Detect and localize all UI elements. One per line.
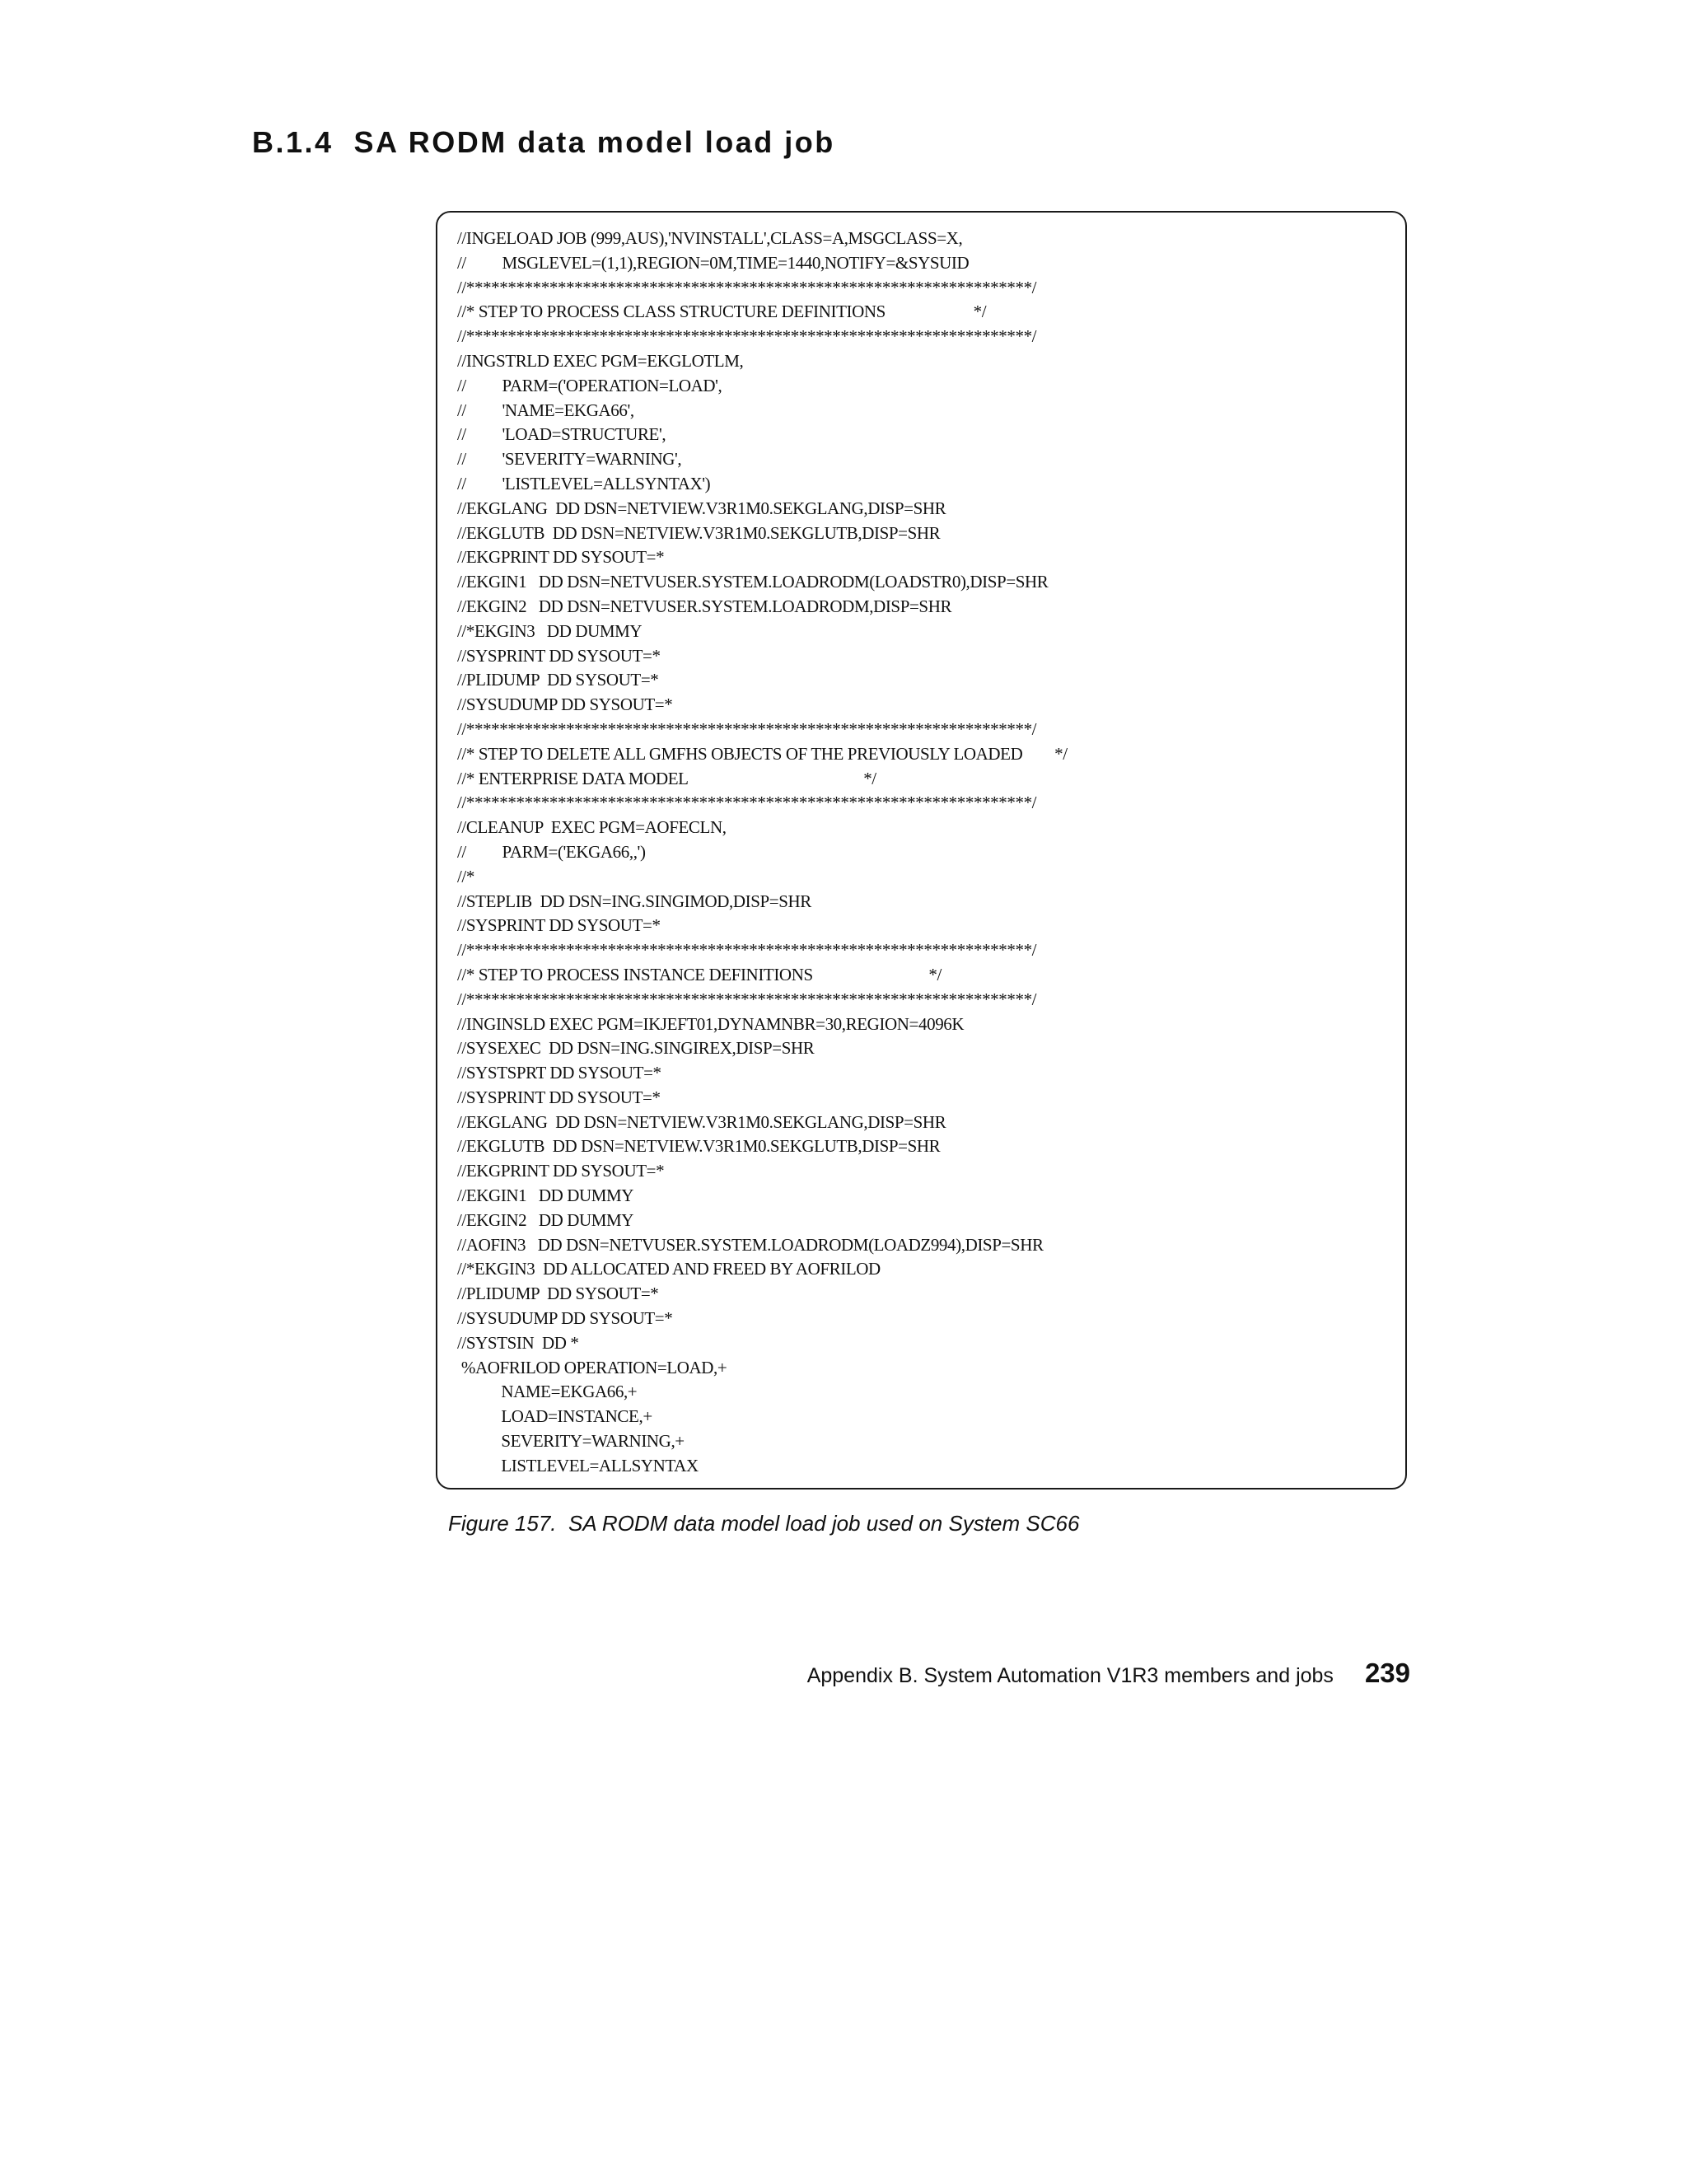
code-line: //* STEP TO PROCESS CLASS STRUCTURE DEFINITIONS */ xyxy=(457,302,987,322)
code-line: // MSGLEVEL=(1,1),REGION=0M,TIME=1440,NOTIFY=&SYSUID xyxy=(457,252,970,273)
code-line: //* STEP TO DELETE ALL GMFHS OBJECTS OF THE PREVIOUSLY LOADED */ xyxy=(457,743,1068,764)
footer-chapter-title: Appendix B. System Automation V1R3 members and jobs xyxy=(806,1664,1334,1687)
code-line: // PARM=('OPERATION=LOAD', xyxy=(457,375,722,395)
code-line: NAME=EKGA66,+ xyxy=(457,1382,638,1402)
code-line: //INGELOAD JOB (999,AUS),'NVINSTALL',CLASS=A,MSGCLASS=X, xyxy=(457,228,963,248)
code-line: //EKGLUTB DD DSN=NETVIEW.V3R1M0.SEKGLUTB,DISP=SHR xyxy=(457,522,941,543)
code-line: //SYSPRINT DD SYSOUT=* xyxy=(457,915,661,936)
code-line: //AOFIN3 DD DSN=NETVUSER.SYSTEM.LOADRODM(LOADZ994),DISP=SHR xyxy=(457,1234,1044,1255)
code-line: //EKGIN2 DD DSN=NETVUSER.SYSTEM.LOADRODM,DISP=SHR xyxy=(457,596,952,616)
code-line: //*EKGIN3 DD ALLOCATED AND FREED BY AOFRILOD xyxy=(457,1259,881,1279)
code-line: LISTLEVEL=ALLSYNTAX xyxy=(457,1455,699,1475)
code-line: SEVERITY=WARNING,+ xyxy=(457,1431,685,1452)
code-line: //********************************************************************/ xyxy=(457,718,1037,739)
code-line: //EKGIN2 DD DUMMY xyxy=(457,1209,634,1230)
code-line: //*EKGIN3 DD DUMMY xyxy=(457,620,643,641)
code-line: // 'LOAD=STRUCTURE', xyxy=(457,424,666,445)
code-line: %AOFRILOD OPERATION=LOAD,+ xyxy=(457,1357,727,1377)
code-line: //********************************************************************/ xyxy=(457,326,1037,347)
code-listing xyxy=(457,227,1068,1479)
code-line: //EKGIN1 DD DUMMY xyxy=(457,1186,634,1206)
code-line: // 'LISTLEVEL=ALLSYNTAX') xyxy=(457,473,711,493)
code-line: //* ENTERPRISE DATA MODEL */ xyxy=(457,768,876,788)
code-line: // PARM=('EKGA66,,') xyxy=(457,841,646,862)
code-line: //STEPLIB DD DSN=ING.SINGIMOD,DISP=SHR xyxy=(457,891,811,911)
code-line: //SYSUDUMP DD SYSOUT=* xyxy=(457,1308,673,1329)
code-line: //* xyxy=(457,866,474,886)
figure-caption: Figure 157. SA RODM data model load job used on System SC66 xyxy=(448,1511,1080,1536)
code-line: //SYSTSPRT DD SYSOUT=* xyxy=(457,1063,661,1083)
code-line: //SYSUDUMP DD SYSOUT=* xyxy=(457,694,673,715)
code-line: //PLIDUMP DD SYSOUT=* xyxy=(457,1284,659,1304)
code-line: //SYSPRINT DD SYSOUT=* xyxy=(457,645,661,666)
code-line: //SYSEXEC DD DSN=ING.SINGIREX,DISP=SHR xyxy=(457,1038,815,1059)
code-line: //********************************************************************/ xyxy=(457,793,1037,813)
code-line: //PLIDUMP DD SYSOUT=* xyxy=(457,670,659,690)
code-line: //EKGLANG DD DSN=NETVIEW.V3R1M0.SEKGLANG,DISP=SHR xyxy=(457,1111,946,1132)
code-line: //INGSTRLD EXEC PGM=EKGLOTLM, xyxy=(457,350,744,371)
code-line: //EKGPRINT DD SYSOUT=* xyxy=(457,1161,665,1181)
code-line: //INGINSLD EXEC PGM=IKJEFT01,DYNAMNBR=30,REGION=4096K xyxy=(457,1013,965,1034)
code-line: // 'NAME=EKGA66', xyxy=(457,400,634,420)
code-line: //EKGLANG DD DSN=NETVIEW.V3R1M0.SEKGLANG,DISP=SHR xyxy=(457,498,946,518)
code-line: //* STEP TO PROCESS INSTANCE DEFINITIONS */ xyxy=(457,964,942,984)
code-line: //EKGLUTB DD DSN=NETVIEW.V3R1M0.SEKGLUTB,DISP=SHR xyxy=(457,1136,941,1157)
code-line: //********************************************************************/ xyxy=(457,940,1037,961)
code-line: //********************************************************************/ xyxy=(457,989,1037,1009)
code-listing-box xyxy=(436,211,1407,1490)
page-number: 239 xyxy=(1364,1658,1410,1688)
code-line: LOAD=INSTANCE,+ xyxy=(457,1406,652,1427)
code-line: //EKGIN1 DD DSN=NETVUSER.SYSTEM.LOADRODM(LOADSTR0),DISP=SHR xyxy=(457,572,1049,592)
page-footer xyxy=(774,1658,1410,1689)
code-line: //SYSTSIN DD * xyxy=(457,1332,579,1353)
code-line: //********************************************************************/ xyxy=(457,277,1037,297)
section-heading: B.1.4 SA RODM data model load job xyxy=(252,125,835,159)
code-line: // 'SEVERITY=WARNING', xyxy=(457,449,682,470)
code-line: //SYSPRINT DD SYSOUT=* xyxy=(457,1087,661,1107)
code-line: //EKGPRINT DD SYSOUT=* xyxy=(457,547,665,568)
code-line: //CLEANUP EXEC PGM=AOFECLN, xyxy=(457,817,727,838)
